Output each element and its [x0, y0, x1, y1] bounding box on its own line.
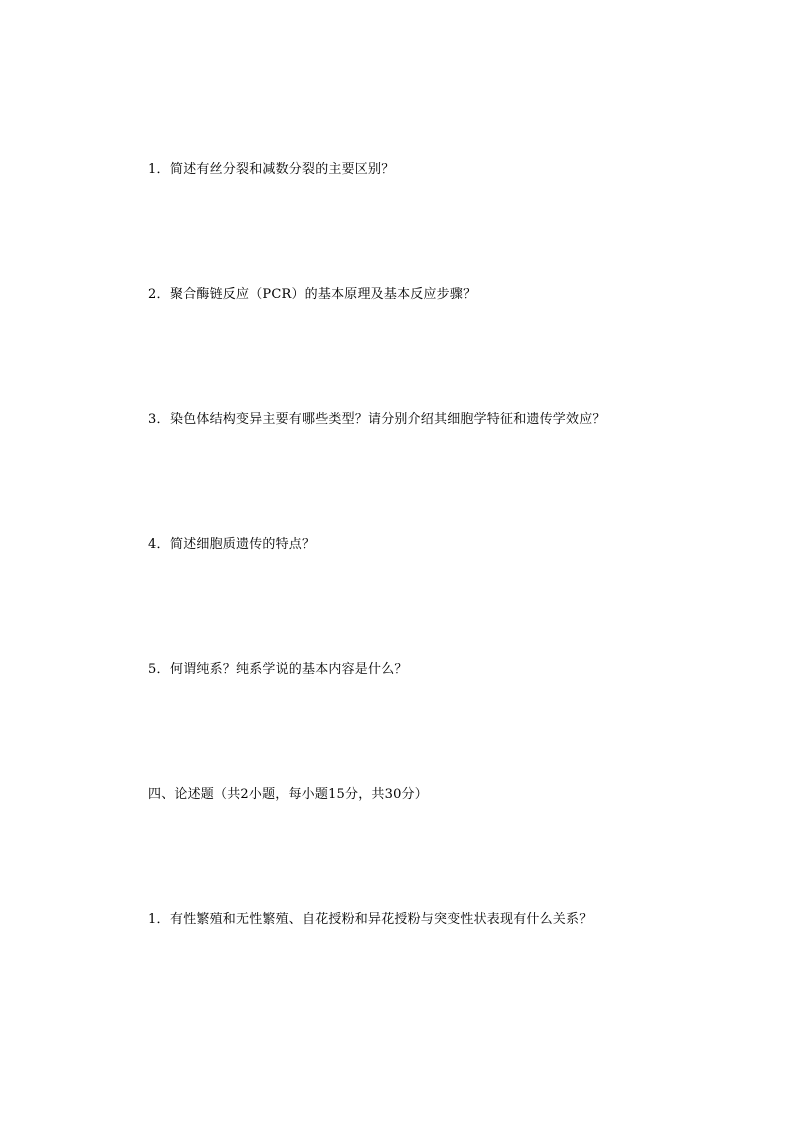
question-number: 3．: [148, 412, 170, 427]
question-text: 何谓纯系？纯系学说的基本内容是什么？: [170, 662, 408, 677]
question-text: 简述细胞质遗传的特点？: [170, 537, 316, 552]
question-text: 染色体结构变异主要有哪些类型？请分别介绍其细胞学特征和遗传学效应？: [170, 412, 606, 427]
question-number: 4．: [148, 537, 170, 552]
short-question-2: [148, 286, 476, 304]
short-question-3: [148, 411, 606, 429]
question-text: 简述有丝分裂和减数分裂的主要区别？: [170, 162, 395, 177]
short-question-1: [148, 161, 394, 179]
question-number: 2．: [148, 287, 170, 302]
section-heading: 四、论述题（共2小题，每小题15分，共30分）: [148, 787, 428, 802]
question-text: 有性繁殖和无性繁殖、自花授粉和异花授粉与突变性状表现有什么关系？: [170, 912, 593, 927]
question-number: 1．: [148, 162, 170, 177]
question-text: 聚合酶链反应（PCR）的基本原理及基本反应步骤？: [170, 287, 477, 302]
essay-question-1: [148, 911, 592, 929]
question-number: 5．: [148, 662, 170, 677]
question-number: 1．: [148, 912, 170, 927]
short-question-4: [148, 536, 315, 554]
short-question-5: [148, 661, 408, 679]
